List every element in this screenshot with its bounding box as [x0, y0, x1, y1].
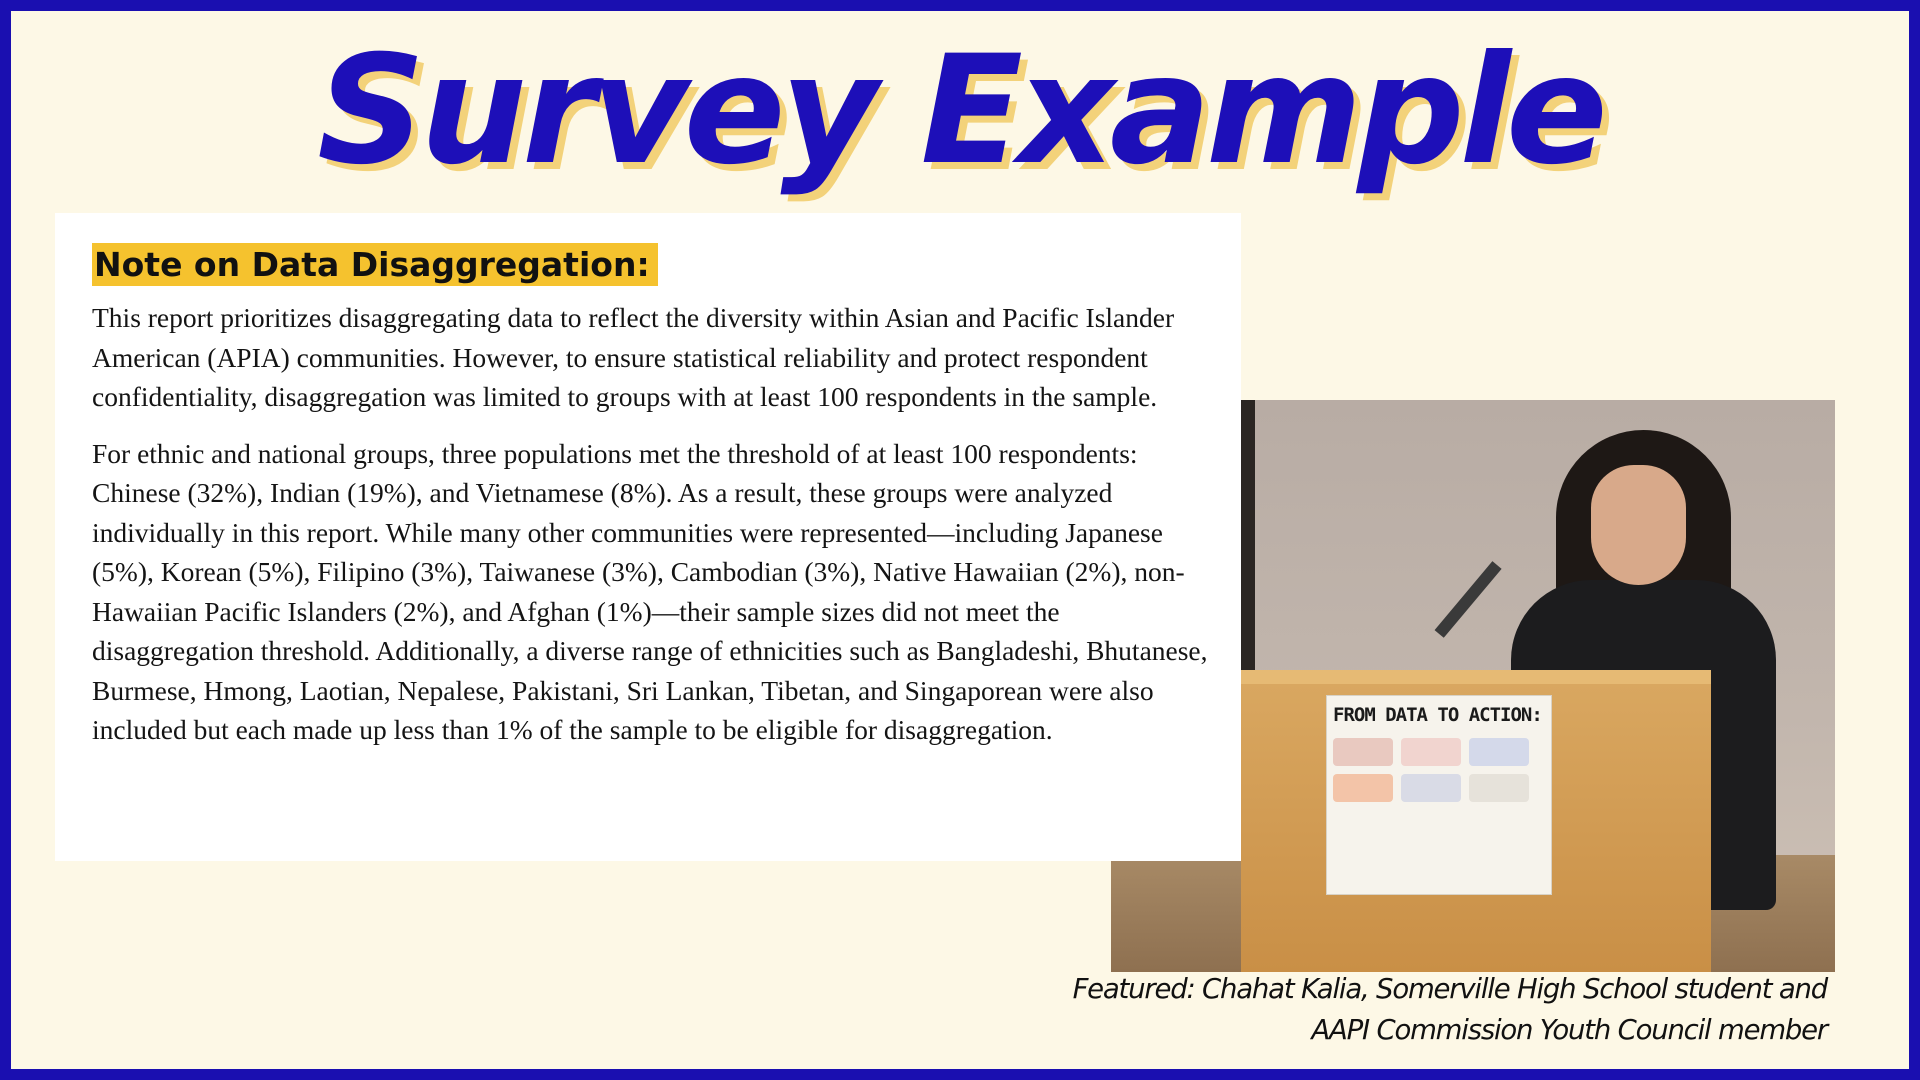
caption-line-2: AAPI Commission Youth Council member — [1311, 1014, 1827, 1046]
sponsor-logo — [1333, 738, 1393, 766]
photo-speaker-face — [1591, 465, 1686, 585]
note-card — [55, 213, 1241, 861]
sponsor-logo — [1469, 738, 1529, 766]
podium-sponsor-logos — [1333, 738, 1545, 802]
microphone-icon — [1435, 561, 1502, 638]
note-paragraph-1: This report prioritizes disaggregating data to reflect the diversity within Asian and Pacific Islander American (APIA) communities. However, to ensure statistical reliability and protect respondent confidentiality, disaggregation was limited to groups with at least 100 respondents in the sample. — [92, 302, 1175, 412]
podium-sign — [1326, 695, 1552, 895]
podium-sign-title: FROM DATA TO ACTION: — [1333, 704, 1542, 726]
sponsor-logo — [1401, 738, 1461, 766]
note-heading: Note on Data Disaggregation: — [92, 243, 658, 286]
photo-caption — [1073, 969, 1827, 1051]
sponsor-logo — [1469, 774, 1529, 802]
caption-line-1: Featured: Chahat Kalia, Somerville High School student and — [1072, 973, 1827, 1005]
slide — [11, 11, 1909, 1069]
slide-title: Survey Example — [317, 24, 1603, 198]
note-paragraph-2: For ethnic and national groups, three populations met the threshold of at least 100 respondents: Chinese (32%), Indian (19%), and Vietnamese (8%). As a result, these groups were analyzed individually in this report. While many other communities were represented—including Japanese (5%), Korean (5%), Filipino (3%), Taiwanese (3%), Cambodian (3%), Native Hawaiian (2%), non-Hawaiian Pacific Islanders (2%), and Afghan (1%)—their sample sizes did not meet the disaggregation threshold. Additionally, a diverse range of ethnicities such as Bangladeshi, Bhutanese, Burmese, Hmong, Laotian, Nepalese, Pakistani, Sri Lankan, Tibetan, and Singaporean were also included but each made up less than 1% of the sample to be eligible for disaggregation. — [92, 437, 1208, 745]
sponsor-logo — [1401, 774, 1461, 802]
sponsor-logo — [1333, 774, 1393, 802]
